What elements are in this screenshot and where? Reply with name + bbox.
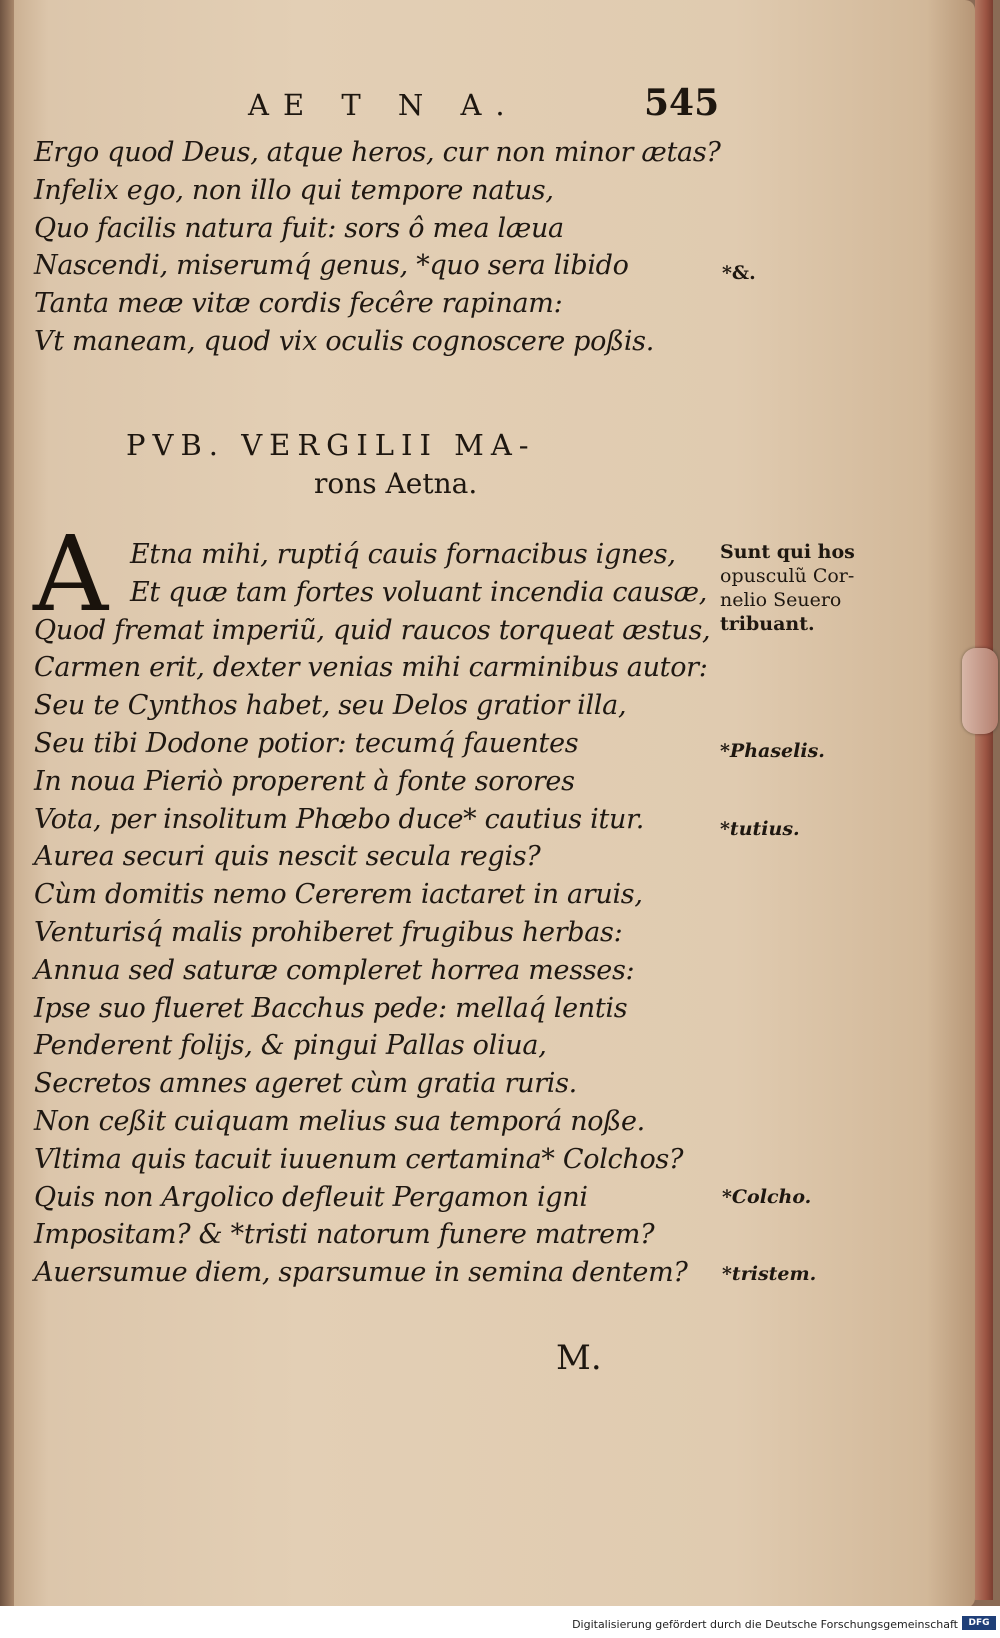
page-edge [975,0,993,1600]
margin-note-sunt [720,540,855,636]
verse-line: Quo facilis natura fuit: sors ô mea læua [34,212,564,244]
running-header: AE T N A. [248,88,519,122]
verse-line: Vota, per insolitum Phœbo duce* cautius itur. [34,803,645,835]
drop-cap: A [33,513,109,635]
verse-line: Infelix ego, non illo qui tempore natus, [34,174,554,206]
verse-line: Carmen erit, dexter venias mihi carminibus autor: [34,652,708,684]
verse-line: Seu te Cynthos habet, seu Delos gratior illa, [34,690,627,722]
verse-line: Non ceßit cuiquam melius sua temporá noße. [34,1105,645,1137]
verse-block-main [34,536,714,1292]
verse-line: Quis non Argolico defleuit Pergamon igni [34,1181,588,1213]
verse-line: Ipse suo flueret Bacchus pede: mellaq́ lentis [34,992,628,1024]
book-spine [0,0,14,1608]
verse-line: Penderent folijs, & pingui Pallas oliua, [34,1030,547,1062]
page-tab-marker [962,648,998,734]
verse-line: Aurea securi quis nescit secula regis? [34,841,541,873]
dfg-logo: DFG [962,1616,996,1630]
verse-line: Auersumue diem, sparsumue in semina dentem? [34,1257,688,1289]
verse-line: Seu tibi Dodone potior: tecumq́ fauentes [34,727,579,759]
catchword: M. [556,1338,602,1378]
verse-line: In noua Pieriò properent à fonte sorores [34,765,575,797]
page-number: 545 [644,82,720,124]
verse-line: Vltima quis tacuit iuuenum certamina* Colchos? [34,1143,684,1175]
margin-note-tutius: *tutius. [720,818,800,840]
margin-note-line: tribuant. [720,613,815,635]
verse-line: Et quæ tam fortes voluant incendia causæ, [130,576,708,608]
margin-note-tristem: *tristem. [722,1263,817,1285]
margin-note-et: *&. [722,262,756,284]
verse-line: Impositam? & *tristi natorum funere matrem? [34,1219,655,1251]
verse-line: Etna mihi, ruptiq́ cauis fornacibus ignes, [130,539,676,570]
verse-line: Tanta meæ vitæ cordis fecêre rapinam: [34,288,563,320]
verse-line: Venturisq́ malis prohiberet frugibus herbas: [34,916,623,948]
verse-line: Nascendi, miserumq́ genus, *quo sera libido [34,250,629,282]
verse-block-top [34,134,721,361]
margin-note-line: opusculũ Cor- [720,565,855,587]
verse-line: Secretos amnes ageret cùm gratia ruris. [34,1068,577,1100]
margin-note-line: nelio Seuero [720,589,842,611]
verse-line: Quod fremat imperiũ, quid raucos torqueat æstus, [34,614,711,646]
margin-note-line: Sunt qui hos [720,541,855,563]
verse-line: Annua sed saturæ compleret horrea messes: [34,954,635,986]
verse-line: Vt maneam, quod vix oculis cognoscere poßis. [34,325,655,357]
margin-note-phaselis: *Phaselis. [720,740,825,762]
verse-line: Cùm domitis nemo Cererem iactaret in aruis, [34,879,643,911]
section-subtitle: rons Aetna. [314,467,478,500]
verse-line: Ergo quod Deus, atque heros, cur non minor ætas? [34,137,721,168]
margin-note-colcho: *Colcho. [722,1186,812,1208]
digitization-credit: Digitalisierung gefördert durch die Deutsche Forschungsgemeinschaft [572,1618,958,1631]
section-title: PVB. VERGILII MA- [126,428,536,462]
